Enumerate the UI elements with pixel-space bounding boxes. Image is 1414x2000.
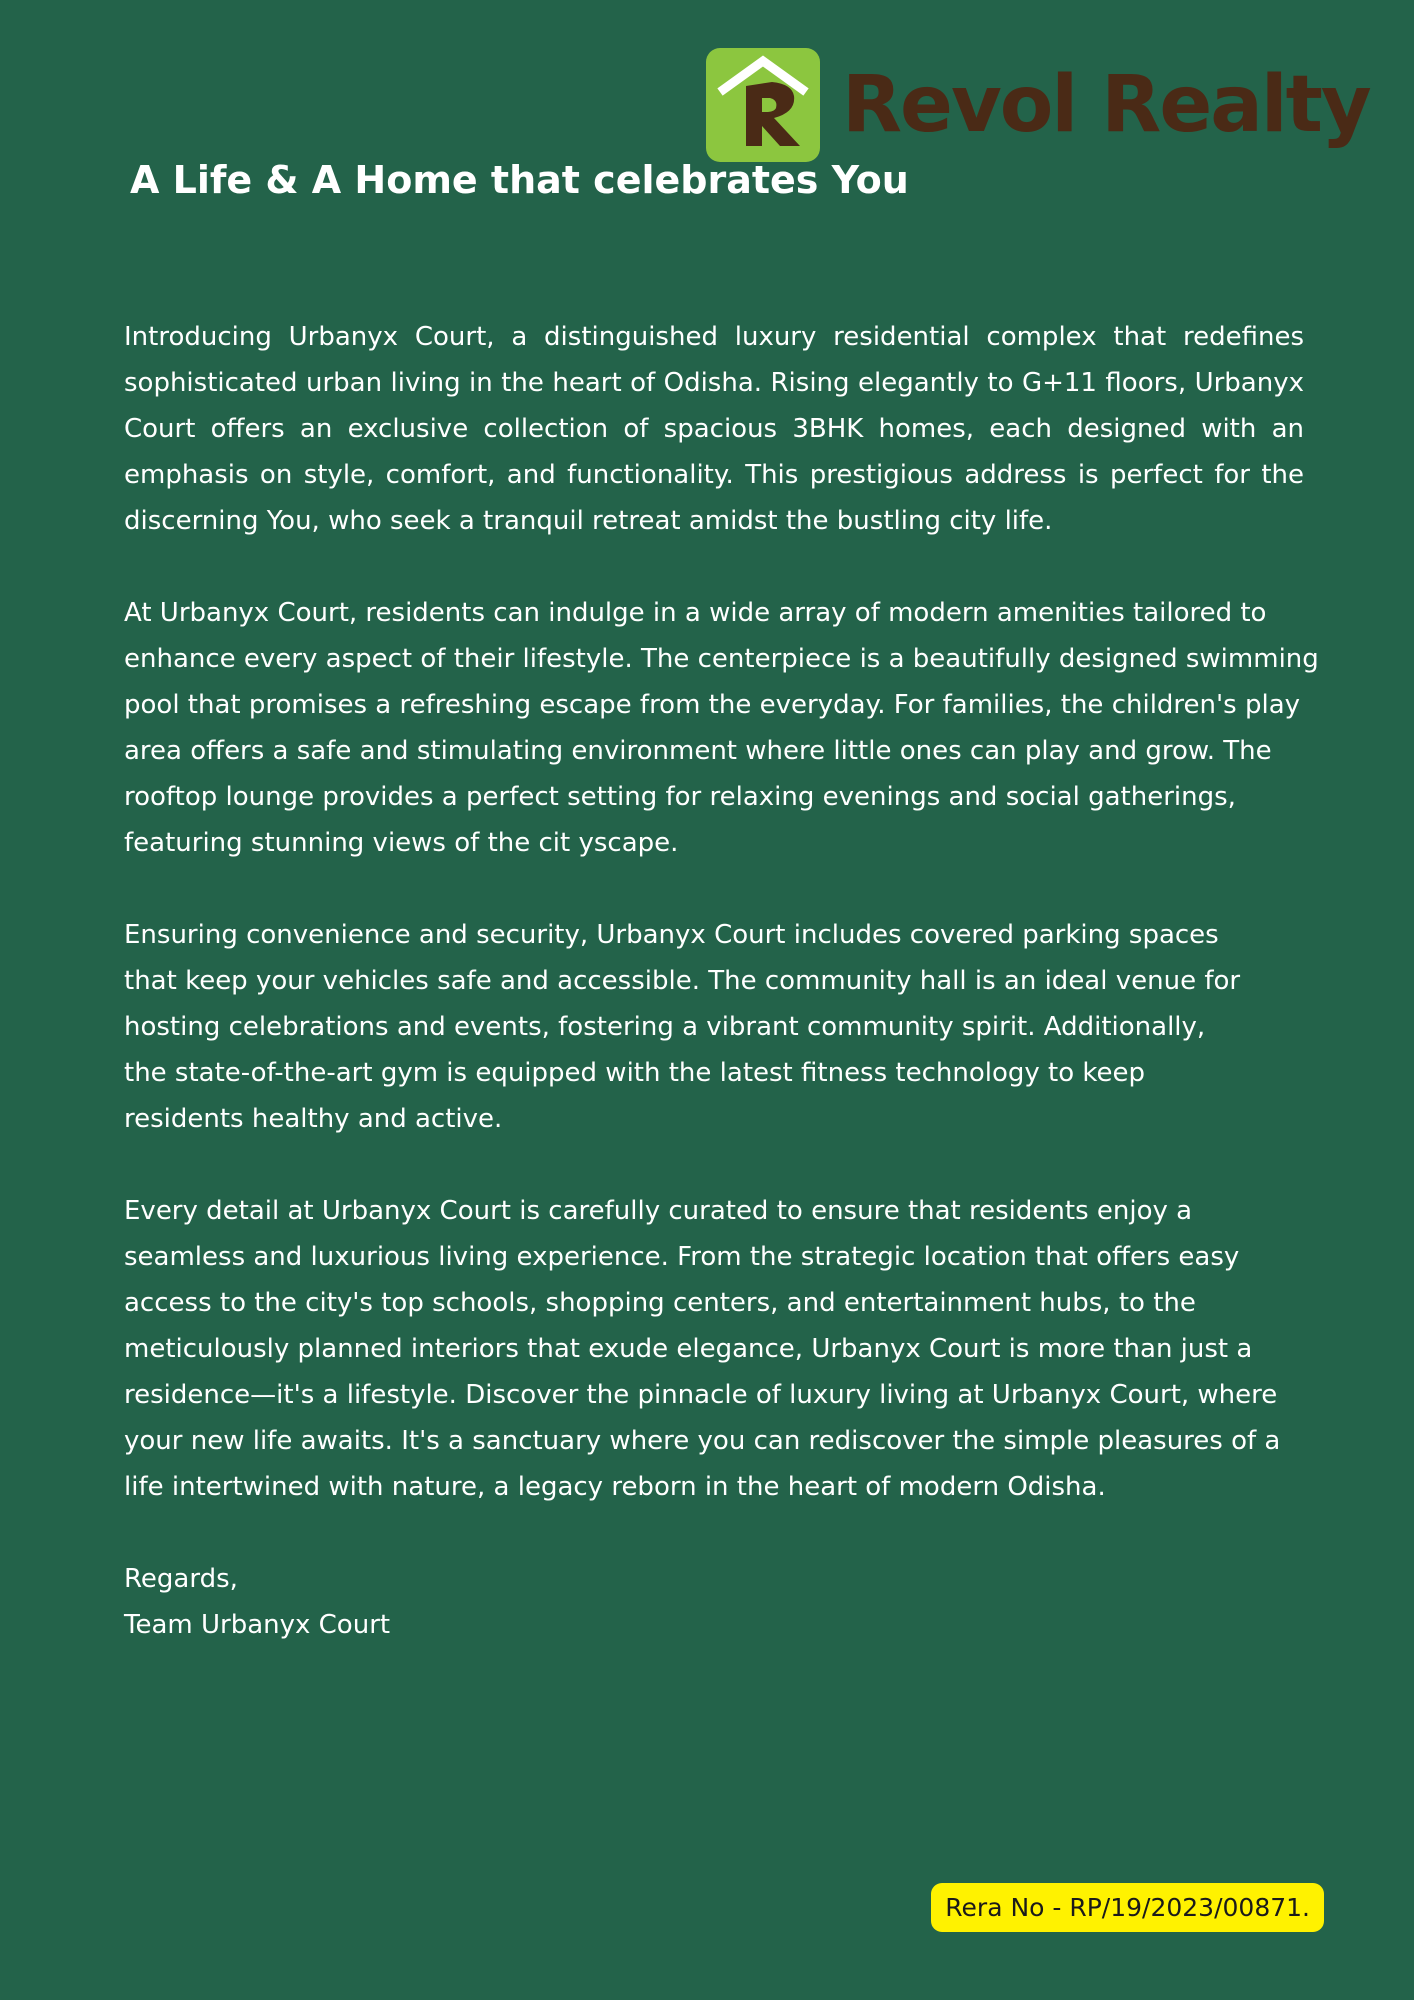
paragraph-convenience: Ensuring convenience and security, Urbanyx Court includes covered parking spaces that keep your vehicles safe and accessible. The community hall is an ideal venue for hosting celebrations and events, fostering a vibrant community spirit. Additionally, the state-of-the-art gym is equipped with the latest fitness technology to keep residents healthy and active. xyxy=(124,920,1241,1134)
rera-number-badge: Rera No - RP/19/2023/00871. xyxy=(931,1883,1324,1932)
brand-name: Revol Realty xyxy=(842,60,1370,150)
house-r-logo-icon xyxy=(706,48,820,162)
letter-body xyxy=(124,314,1344,1648)
paragraph-intro: Introducing Urbanyx Court, a distinguished luxury residential complex that redefines sophisticated urban living in the heart of Odisha. Rising elegantly to G+11 floors, Urbanyx Court offers an exclusive collection of spacious 3BHK homes, each designed with an emphasis on style, comfort, and functionality. This prestigious address is perfect for the discerning You, who seek a tranquil retreat amidst the bustling city life. xyxy=(124,322,1304,536)
signoff-regards: Regards, xyxy=(124,1564,238,1594)
page-headline: A Life & A Home that celebrates You xyxy=(130,158,909,202)
signoff-team: Team Urbanyx Court xyxy=(124,1610,391,1640)
paragraph-amenities: At Urbanyx Court, residents can indulge in a wide array of modern amenities tailored to enhance every aspect of their lifestyle. The centerpiece is a beautifully designed swimming pool that promises a refreshing escape from the everyday. For families, the children's play area offers a safe and stimulating environment where little ones can play and grow. The rooftop lounge provides a perfect setting for relaxing evenings and social gatherings, featuring stunning views of the cit yscape. xyxy=(124,598,1319,858)
brand-logo xyxy=(706,48,1370,162)
paragraph-details: Every detail at Urbanyx Court is carefully curated to ensure that residents enjoy a seamless and luxurious living experience. From the strategic location that offers easy access to the city's top schools, shopping centers, and entertainment hubs, to the meticulously planned interiors that exude elegance, Urbanyx Court is more than just a residence—it's a lifestyle. Discover the pinnacle of luxury living at Urbanyx Court, where your new life awaits. It's a sanctuary where you can rediscover the simple pleasures of a life intertwined with nature, a legacy reborn in the heart of modern Odisha. xyxy=(124,1196,1281,1502)
